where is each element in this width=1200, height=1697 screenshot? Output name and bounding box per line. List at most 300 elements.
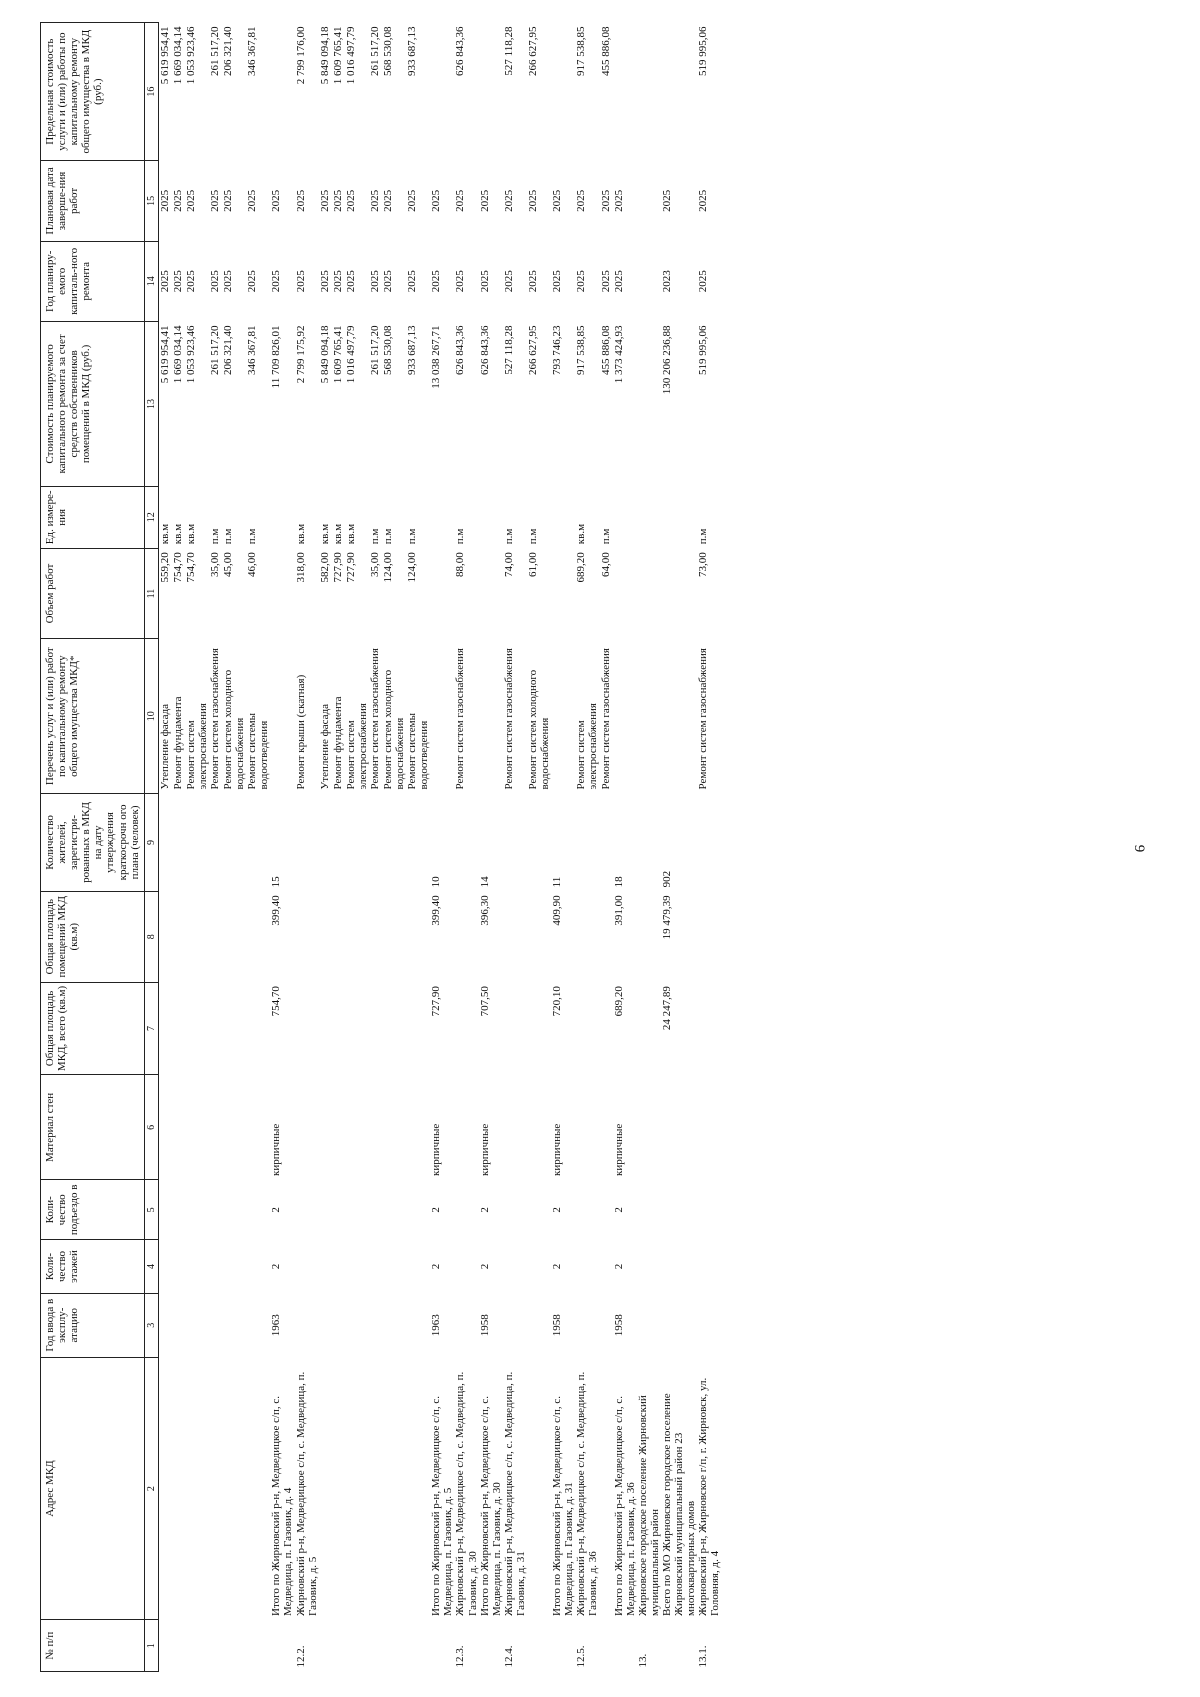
table-cell: 626 843,36 (454, 26, 467, 76)
table-cell (222, 1620, 246, 1672)
table-cell (185, 982, 209, 1075)
table-cell (209, 1293, 222, 1357)
table-cell (295, 793, 319, 891)
table-cell: 346 367,81 (246, 325, 259, 375)
table-cell (222, 982, 246, 1075)
table-cell (527, 793, 551, 891)
table-cell (527, 982, 551, 1075)
table-cell (369, 1075, 382, 1180)
table-cell: 1 669 034,14 (171, 325, 184, 384)
table-cell (209, 982, 222, 1075)
table-cell: 917 538,85 (575, 325, 588, 375)
table-cell (382, 891, 406, 982)
table-cell (209, 793, 222, 891)
table-cell (637, 1180, 661, 1240)
table-cell: 2025 (430, 270, 443, 293)
table-cell: 2025 (599, 189, 612, 212)
table-cell (345, 1620, 369, 1672)
table-row (222, 23, 246, 1672)
table-cell (430, 639, 454, 794)
table-cell: 14 (478, 876, 491, 888)
table-cell (369, 982, 382, 1075)
table-cell: 2 (430, 1207, 443, 1213)
table-cell (172, 1075, 185, 1180)
table-cell (158, 793, 172, 891)
table-cell (503, 1075, 527, 1180)
table-cell (406, 1293, 430, 1357)
table-cell (209, 1075, 222, 1180)
table-cell (661, 548, 697, 639)
table-cell: 793 746,23 (551, 325, 564, 375)
table-cell: 2 799 175,92 (294, 325, 307, 384)
table-row (345, 23, 369, 1672)
table-cell (697, 1180, 721, 1240)
column-number: 3 (144, 1293, 158, 1357)
table-cell (319, 1240, 332, 1294)
table-cell: Ремонт крыши (скатная) (294, 674, 307, 790)
table-cell: Ремонт систем холодного водоснабжения (381, 669, 406, 790)
table-cell: Итого по Жирновский р-н, Медведицкое с/п, с. Медведица, п. Газовик, д. 36 (612, 1395, 637, 1616)
table-cell: 318,00 (294, 552, 307, 583)
table-cell (246, 1240, 270, 1294)
table-cell (479, 639, 503, 794)
column-header: Количество жителей, зарегистри-рованных в МКД на дату утверждения краткосрочн ого плана (человек) (41, 793, 145, 891)
column-number: 7 (144, 982, 158, 1075)
column-number: 10 (144, 639, 158, 794)
table-cell: 2025 (502, 270, 515, 293)
table-cell (332, 793, 345, 891)
table-cell (697, 982, 721, 1075)
column-number: 4 (144, 1240, 158, 1294)
table-cell: 754,70 (270, 986, 283, 1017)
table-cell: 568 530,08 (381, 325, 394, 375)
table-cell (454, 891, 478, 982)
table-cell: 2025 (246, 270, 259, 293)
table-cell: 2025 (318, 189, 331, 212)
table-cell: 61,00 (527, 552, 539, 577)
table-cell: 5 849 094,18 (318, 26, 331, 85)
table-cell (345, 1240, 369, 1294)
table-cell (661, 639, 697, 794)
column-number-row (144, 23, 158, 1672)
table-cell: 13. (636, 1653, 649, 1668)
table-cell: 2025 (331, 189, 344, 212)
table-cell: 2 (612, 1207, 625, 1213)
table-cell (527, 1620, 551, 1672)
table-cell (637, 1240, 661, 1294)
table-cell: 124,00 (406, 552, 419, 583)
table-cell (345, 1075, 369, 1180)
table-cell (430, 23, 454, 161)
table-cell: 5 619 954,41 (158, 26, 171, 85)
table-cell (345, 793, 369, 891)
table-cell (503, 1240, 527, 1294)
table-cell (369, 1293, 382, 1357)
table-cell (406, 1357, 430, 1620)
table-cell (613, 1620, 637, 1672)
table-cell (172, 1180, 185, 1240)
table-cell (369, 793, 382, 891)
table-cell (185, 1620, 209, 1672)
table-cell (551, 548, 575, 639)
table-cell: 409,90 (551, 895, 564, 926)
table-cell (600, 1293, 613, 1357)
table-row (382, 23, 406, 1672)
table-cell: 2 (612, 1263, 625, 1270)
table-cell: 64,00 (599, 552, 612, 577)
table-cell: кв.м (171, 523, 184, 545)
table-cell: 19 479,39 (660, 895, 673, 940)
table-cell (185, 1240, 209, 1294)
table-cell (697, 1293, 721, 1357)
table-cell (637, 548, 661, 639)
table-cell (575, 982, 599, 1075)
table-cell (600, 1180, 613, 1240)
table-cell: кв.м (575, 523, 588, 545)
table-cell (406, 891, 430, 982)
table-cell (319, 1620, 332, 1672)
table-cell: Ремонт системы водоотведения (406, 713, 431, 790)
table-cell: Итого по Жирновский р-н, Медведицкое с/п, с. Медведица, п. Газовик, д. 5 (430, 1395, 455, 1616)
table-cell (600, 891, 613, 982)
table-cell: 2025 (575, 270, 588, 293)
table-cell: 2025 (368, 270, 381, 293)
table-cell (406, 1075, 430, 1180)
table-cell (637, 639, 661, 794)
table-cell (575, 1075, 599, 1180)
table-cell (158, 891, 172, 982)
table-cell (382, 1240, 406, 1294)
table-cell (246, 1293, 270, 1357)
table-cell: 707,50 (478, 986, 491, 1017)
column-header: Коли-чество этажей (41, 1240, 145, 1294)
table-cell: 2025 (381, 189, 394, 212)
table-cell (575, 1240, 599, 1294)
table-cell (172, 1357, 185, 1620)
column-number: 6 (144, 1075, 158, 1180)
table-cell: 2025 (344, 189, 357, 212)
table-cell (637, 982, 661, 1075)
table-cell (270, 639, 294, 794)
table-cell: 2025 (478, 270, 491, 293)
table-cell: Всего по МО Жирновское городское поселение Жирновский муниципальный район 23 многоквартирных домов (660, 1393, 698, 1616)
table-cell: 917 538,85 (575, 26, 588, 76)
table-cell: кирпичные (430, 1123, 443, 1176)
table-cell (406, 1620, 430, 1672)
table-cell: Ремонт систем электроснабжения (344, 703, 369, 790)
table-cell: 1 016 497,79 (344, 325, 357, 384)
table-cell (369, 1357, 382, 1620)
table-cell: 727,90 (430, 986, 443, 1017)
table-row (185, 23, 209, 1672)
table-cell (600, 1620, 613, 1672)
table-cell (697, 793, 721, 891)
table-cell: 582,00 (318, 552, 331, 583)
table-cell (332, 1180, 345, 1240)
table-cell: Ремонт систем холодного водоснабжения (527, 669, 552, 790)
table-row (479, 23, 503, 1672)
table-cell (319, 1357, 332, 1620)
column-header: Общая площадь МКД, всего (кв.м) (41, 982, 145, 1075)
table-row (406, 23, 430, 1672)
table-cell: Жирновское городское поселение Жирновский муниципальный район (636, 1395, 661, 1616)
table-cell: 2025 (430, 189, 443, 212)
table-cell: 2025 (158, 270, 171, 293)
table-cell: кв.м (184, 523, 197, 545)
table-cell (479, 23, 503, 161)
table-cell (600, 982, 613, 1075)
table-cell (382, 1293, 406, 1357)
table-cell: 455 886,08 (599, 26, 612, 76)
table-cell: Утепление фасада (158, 703, 171, 790)
table-cell: 24 247,89 (660, 986, 673, 1031)
column-header: Стоимость планируемого капитального ремонта за счет средств собственников помещений в МКД (руб.) (41, 321, 145, 486)
table-cell: 2025 (454, 270, 467, 293)
table-cell: 2 799 176,00 (294, 26, 307, 85)
table-cell: 2025 (599, 270, 612, 293)
table-cell: кирпичные (478, 1123, 491, 1176)
table-cell: 519 995,06 (697, 26, 710, 76)
table-row (600, 23, 613, 1672)
table-cell: 35,00 (368, 552, 381, 577)
table-cell (209, 891, 222, 982)
table-cell (503, 1293, 527, 1357)
table-cell: 727,90 (331, 552, 344, 583)
table-row (661, 23, 697, 1672)
table-cell (295, 982, 319, 1075)
table-cell (503, 982, 527, 1075)
table-cell: Ремонт систем газоснабжения (599, 648, 612, 790)
table-cell: п.м (599, 528, 612, 545)
table-cell: 727,90 (344, 552, 357, 583)
table-cell (527, 891, 551, 982)
table-cell: Ремонт систем газоснабжения (454, 648, 467, 790)
column-header: Год планиру-емого капиталь-ного ремонта (41, 241, 145, 321)
column-header: Материал стен (41, 1075, 145, 1180)
table-cell: Ремонт систем электроснабжения (184, 703, 209, 790)
table-cell (332, 891, 345, 982)
table-cell: 2025 (221, 270, 234, 293)
column-number: 11 (144, 548, 158, 639)
table-cell: 73,00 (697, 552, 710, 577)
table-cell: 2025 (158, 189, 171, 212)
table-cell: Ремонт систем газоснабжения (208, 648, 221, 790)
table-cell: Итого по Жирновский р-н, Медведицкое с/п, с. Медведица, п. Газовик, д. 4 (270, 1395, 295, 1616)
table-row (172, 23, 185, 1672)
table-cell: 519 995,06 (697, 325, 710, 375)
column-header: Перечень услуг и (или) работ по капитальному ремонту общего имущества МКД* (41, 639, 145, 794)
table-cell (172, 982, 185, 1075)
table-cell: 2025 (660, 189, 673, 212)
table-row (503, 23, 527, 1672)
table-cell: 1 373 424,93 (612, 325, 625, 384)
table-cell: 2025 (208, 270, 221, 293)
table-row (319, 23, 332, 1672)
table-cell (246, 982, 270, 1075)
table-row (158, 23, 172, 1672)
table-cell: 11 709 826,01 (270, 325, 283, 389)
table-cell (527, 1293, 551, 1357)
column-header: № п/п (41, 1620, 145, 1672)
table-cell (613, 486, 637, 548)
table-cell: 2025 (697, 270, 710, 293)
table-cell (158, 1180, 172, 1240)
table-row (551, 23, 575, 1672)
table-cell: кв.м (318, 523, 331, 545)
table-cell (185, 1075, 209, 1180)
table-cell: 720,10 (551, 986, 564, 1017)
table-cell: 15 (270, 876, 283, 888)
table-cell: 1 609 765,41 (331, 325, 344, 384)
table-cell: 12.4. (502, 1645, 515, 1668)
table-cell: п.м (502, 528, 515, 545)
table-row (454, 23, 478, 1672)
table-cell: Ремонт фундамента (331, 696, 344, 790)
table-cell (575, 891, 599, 982)
table-cell: 5 619 954,41 (158, 325, 171, 384)
table-cell (209, 1240, 222, 1294)
table-cell (319, 982, 332, 1075)
table-cell: 933 687,13 (406, 26, 419, 76)
table-cell (270, 1620, 294, 1672)
table-cell (382, 1075, 406, 1180)
table-cell (551, 1620, 575, 1672)
table-cell: Ремонт систем газоснабжения (368, 648, 381, 790)
table-cell (295, 1293, 319, 1357)
column-header: Ед. измере-ния (41, 486, 145, 548)
column-header: Коли-чество подъездо в (41, 1180, 145, 1240)
table-cell: 2025 (171, 189, 184, 212)
table-cell (661, 1620, 697, 1672)
table-cell: п.м (246, 528, 259, 545)
table-cell: 2025 (184, 270, 197, 293)
table-cell (332, 982, 345, 1075)
table-cell: 12.3. (454, 1645, 467, 1668)
table-cell (503, 1180, 527, 1240)
table-cell (661, 1075, 697, 1180)
table-cell: 130 206 236,88 (660, 325, 673, 395)
table-cell (158, 1075, 172, 1180)
table-cell (246, 1075, 270, 1180)
table-cell: 2025 (551, 270, 564, 293)
table-cell (637, 161, 661, 241)
table-cell: 74,00 (502, 552, 515, 577)
table-cell: 527 118,28 (502, 26, 515, 76)
table-cell: 1 016 497,79 (344, 26, 357, 85)
table-cell: 527 118,28 (502, 325, 515, 375)
table-cell (185, 891, 209, 982)
table-cell: 2 (551, 1207, 564, 1213)
table-cell: 455 886,08 (599, 325, 612, 375)
column-number: 2 (144, 1357, 158, 1620)
table-cell (575, 1180, 599, 1240)
table-cell (270, 548, 294, 639)
table-cell (158, 1293, 172, 1357)
table-row (697, 23, 721, 1672)
table-cell (479, 1620, 503, 1672)
table-cell: кв.м (344, 523, 357, 545)
column-number: 13 (144, 321, 158, 486)
table-cell (172, 1293, 185, 1357)
table-cell (454, 793, 478, 891)
table-cell: Жирновский р-н, Жирновское г/п, г. Жирновск, ул. Головняя, д. 4 (697, 1377, 722, 1616)
table-cell (575, 793, 599, 891)
table-cell: 933 687,13 (406, 325, 419, 375)
table-cell (661, 1293, 697, 1357)
table-cell (222, 793, 246, 891)
table-cell: 88,00 (454, 552, 467, 577)
table-cell: п.м (697, 528, 710, 545)
table-cell (454, 982, 478, 1075)
table-cell: 391,00 (612, 895, 625, 926)
column-header: Плановая дата заверше-ния работ (41, 161, 145, 241)
table-cell (185, 1180, 209, 1240)
table-cell (345, 982, 369, 1075)
table-cell (637, 486, 661, 548)
table-cell (637, 1075, 661, 1180)
table-row (332, 23, 345, 1672)
table-cell (551, 639, 575, 794)
table-cell (295, 1240, 319, 1294)
table-cell (406, 982, 430, 1075)
table-cell: 2025 (575, 189, 588, 212)
table-cell (222, 1240, 246, 1294)
table-cell: п.м (527, 528, 539, 545)
table-row (575, 23, 599, 1672)
table-cell: 1 669 034,14 (171, 26, 184, 85)
table-cell: Ремонт фундамента (171, 696, 184, 790)
table-cell: 2 (478, 1207, 491, 1213)
table-cell (246, 1180, 270, 1240)
table-cell (172, 891, 185, 982)
table-cell (637, 23, 661, 161)
table-cell (454, 1180, 478, 1240)
table-cell (369, 891, 382, 982)
table-cell (246, 891, 270, 982)
table-cell (454, 1240, 478, 1294)
table-cell: п.м (221, 528, 234, 545)
table-cell (246, 1357, 270, 1620)
table-cell: кирпичные (612, 1123, 625, 1176)
table-cell (382, 982, 406, 1075)
table-cell (430, 548, 454, 639)
table-cell (158, 1240, 172, 1294)
table-cell: 2 (430, 1263, 443, 1270)
table-cell (158, 1620, 172, 1672)
table-cell: кв.м (331, 523, 344, 545)
table-cell (209, 1620, 222, 1672)
table-cell: 10 (430, 876, 443, 888)
table-cell: 396,30 (478, 895, 491, 926)
table-cell: 568 530,08 (381, 26, 394, 76)
table-cell (319, 891, 332, 982)
table-cell: 1963 (270, 1314, 283, 1337)
table-cell (600, 793, 613, 891)
table-cell: 18 (612, 876, 625, 888)
table-cell (332, 1620, 345, 1672)
table-cell: кирпичные (270, 1123, 283, 1176)
table-cell: кв.м (294, 523, 307, 545)
table-cell (527, 1357, 551, 1620)
table-cell (637, 241, 661, 321)
table-cell (637, 793, 661, 891)
table-row (369, 23, 382, 1672)
table-cell (527, 1240, 551, 1294)
table-header-row (41, 23, 145, 1672)
table-cell: 2025 (368, 189, 381, 212)
table-cell (222, 891, 246, 982)
table-cell (172, 1240, 185, 1294)
